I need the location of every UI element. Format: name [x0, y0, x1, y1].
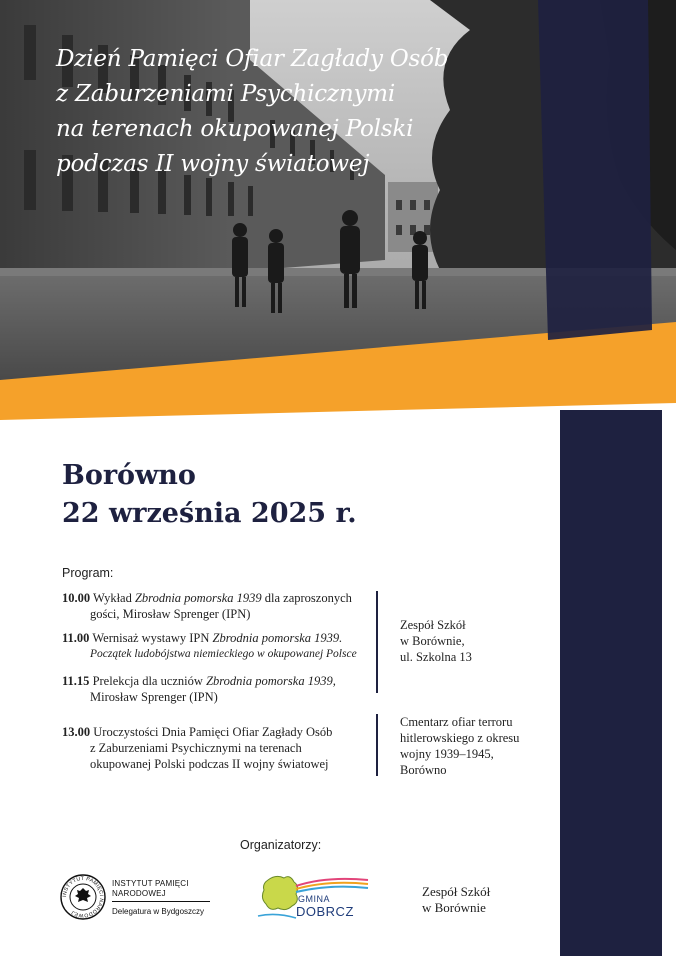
date: 22 września 2025 r.	[62, 498, 357, 529]
navy-stripe	[560, 410, 662, 956]
ipn-name	[112, 879, 189, 899]
program-time: 11.00	[62, 631, 90, 645]
school-line: w Borównie	[422, 900, 486, 915]
ipn-name-line: INSTYTUT PAMIĘCI	[112, 879, 189, 888]
program-item	[62, 630, 367, 662]
event-title	[56, 42, 536, 182]
program-item	[62, 590, 367, 622]
venue-line: hitlerowskiego z okresu	[400, 731, 520, 745]
ipn-logo	[60, 874, 220, 924]
venue-line: ul. Szkolna 13	[400, 650, 472, 664]
venue-school	[400, 617, 550, 665]
title-line: Dzień Pamięci Ofiar Zagłady Osób	[56, 46, 449, 72]
program-item	[62, 673, 367, 705]
program-item	[62, 724, 367, 772]
venue-line: wojny 1939–1945,	[400, 747, 494, 761]
program-text: z Zaburzeniami Psychicznymi na terenach	[90, 741, 302, 755]
venue-divider	[376, 714, 378, 776]
place: Borówno	[62, 460, 196, 491]
venue-line: Zespół Szkół	[400, 618, 466, 632]
program-label: Program:	[62, 566, 114, 580]
venue-line: Borówno	[400, 763, 447, 777]
program-emphasis: Zbrodnia pomorska 1939	[134, 591, 262, 605]
program-text: Wykład	[93, 591, 135, 605]
program-time: 10.00	[62, 591, 91, 605]
school-line: Zespół Szkół	[422, 884, 491, 899]
title-line: na terenach okupowanej Polski	[56, 116, 414, 142]
title-line: z Zaburzeniami Psychicznymi	[56, 81, 396, 107]
program-text: dla zaproszonych	[261, 591, 352, 605]
ipn-name-line: NARODOWEJ	[112, 889, 166, 898]
program-time: 11.15	[62, 674, 90, 688]
program-time: 13.00	[62, 725, 91, 739]
program-emphasis: Początek ludobójstwa niemieckiego w okupowanej Polsce	[90, 648, 357, 660]
ipn-emblem-icon	[60, 874, 106, 920]
program-text: Mirosław Sprenger (IPN)	[90, 690, 218, 704]
ipn-ring-text: INSTYTUT PAMIĘCI NARODOWEJ	[61, 875, 105, 919]
program-text: Uroczystości Dnia Pamięci Ofiar Zagłady Osób	[93, 725, 333, 739]
venue-cemetery	[400, 714, 550, 778]
ipn-branch: Delegatura w Bydgoszczy	[112, 907, 205, 916]
venue-line: Cmentarz ofiar terroru	[400, 715, 513, 729]
gmina-name: DOBRCZ	[296, 904, 354, 919]
organizers-label: Organizatorzy:	[240, 838, 322, 852]
program-text: Wernisaż wystawy IPN	[92, 631, 213, 645]
program-emphasis: Zbrodnia pomorska 1939,	[206, 674, 336, 688]
program-text: gości, Mirosław Sprenger (IPN)	[90, 607, 251, 621]
gmina-dobrcz-logo	[256, 872, 374, 922]
place-date	[62, 457, 357, 533]
program-emphasis: Zbrodnia pomorska 1939.	[212, 631, 343, 645]
gmina-label: GMINA	[298, 894, 331, 904]
school-organizer	[422, 884, 490, 916]
title-line: podczas II wojny światowej	[56, 151, 370, 177]
venue-divider	[376, 591, 378, 693]
ipn-divider	[112, 901, 210, 902]
program-text: okupowanej Polski podczas II wojny światowej	[90, 757, 329, 771]
program-text: Prelekcja dla uczniów	[92, 674, 207, 688]
venue-line: w Borównie,	[400, 634, 465, 648]
